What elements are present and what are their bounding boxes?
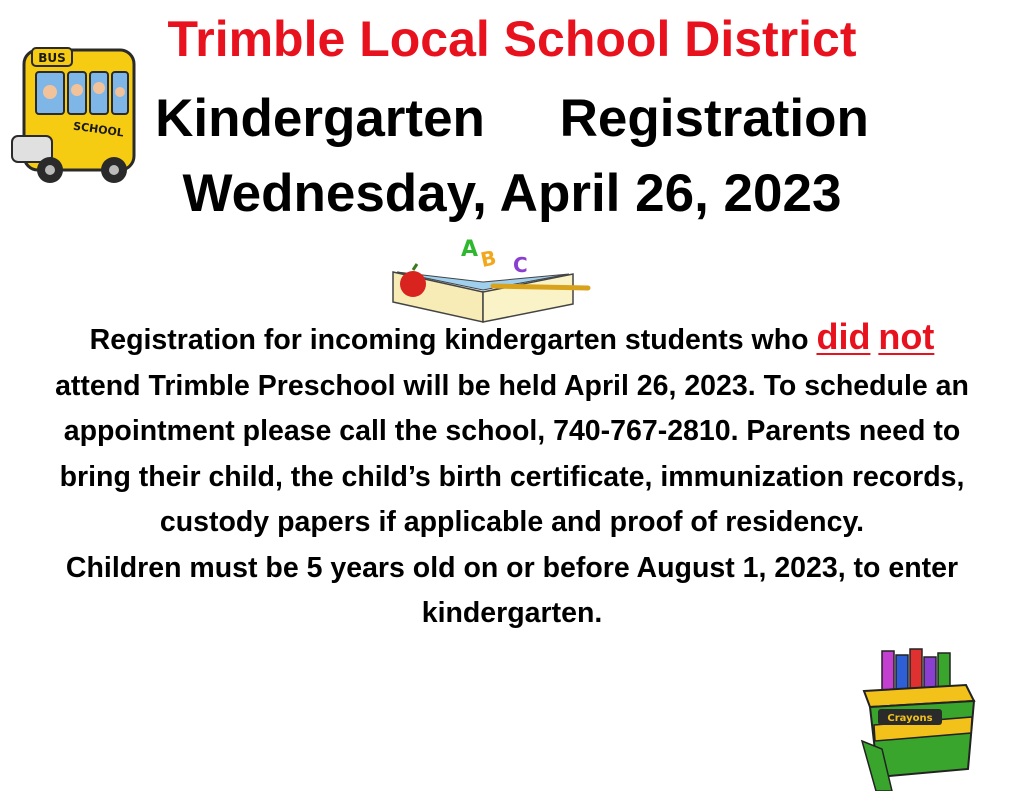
abc-letter-b: B <box>478 245 499 273</box>
emphasis-not: not <box>878 316 935 357</box>
event-date: Wednesday, April 26, 2023 <box>182 164 842 223</box>
crayon-box-label: Crayons <box>887 713 933 724</box>
crayon-box-icon <box>848 645 978 791</box>
abc-letter-c: C <box>513 253 528 277</box>
district-title: Trimble Local School District <box>167 11 857 67</box>
bus-side-label: SCHOOL <box>72 119 125 140</box>
details-text-start: Registration for incoming kindergarten students who <box>89 324 817 356</box>
abc-letter-a: A <box>461 237 479 262</box>
details-text-rest: attend Trimble Preschool will be held April 26, 2023. To schedule an appointment please call the school, 740-767-2810. Parents need to bring their child, the child’s birth certificate, immunization records, custody papers if applicable and proof of residency. <box>55 369 969 538</box>
emphasis-did: did <box>816 316 871 357</box>
age-requirement: Children must be 5 years old on or before August 1, 2023, to enter kindergarten. <box>65 551 959 629</box>
bus-sign: BUS <box>38 51 66 65</box>
abc-book-icon <box>383 232 595 324</box>
event-title: Kindergarten Registration <box>155 89 869 148</box>
school-bus-icon <box>10 40 140 190</box>
registration-details <box>55 314 969 637</box>
